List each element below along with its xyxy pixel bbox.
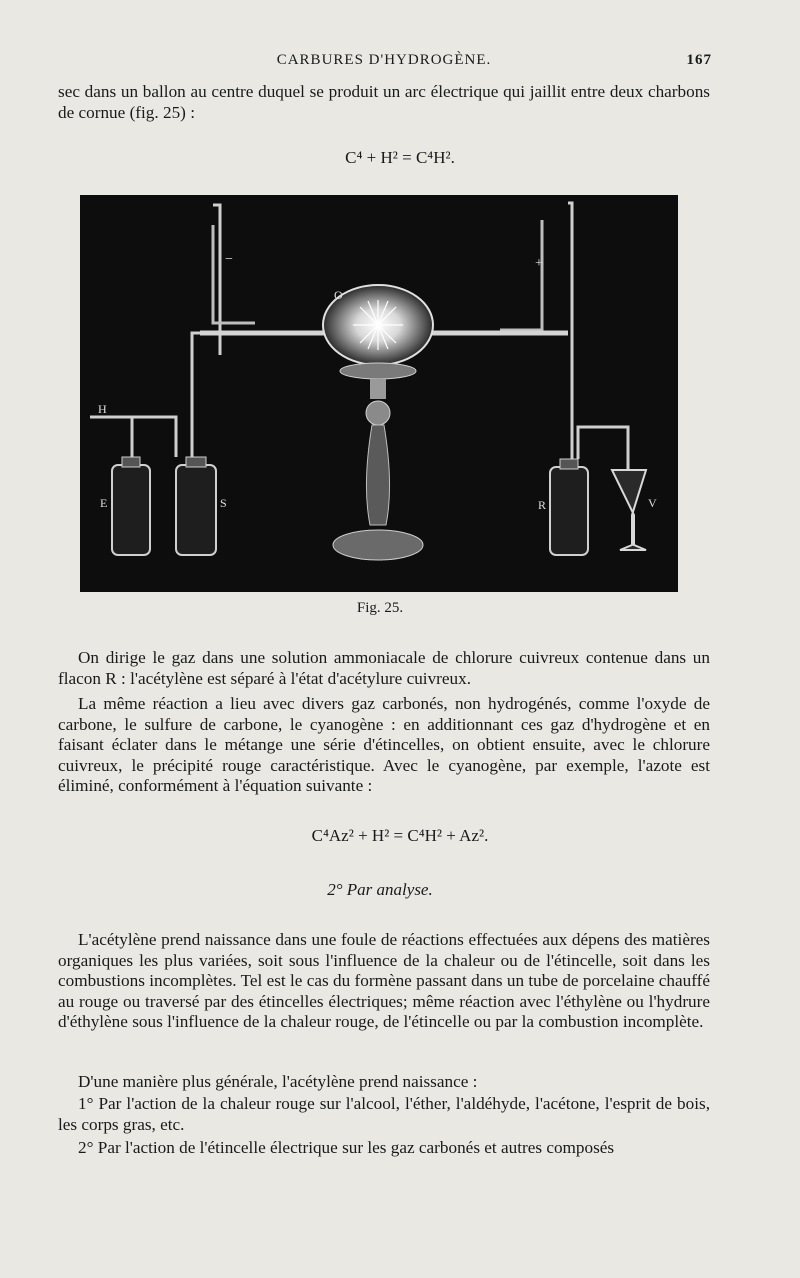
spark-icon bbox=[353, 300, 403, 350]
list-item-1: 1° Par l'action de la chaleur rouge sur l'alcool, l'éther, l'aldéhyde, l'acétone, l'esprit de bois, les corps gras, etc. bbox=[58, 1094, 710, 1134]
bottle-E bbox=[112, 465, 150, 555]
formula-acetylene-synthesis: C⁴ + H² = C⁴H². bbox=[345, 148, 455, 167]
stand-base bbox=[333, 530, 423, 560]
paragraph-maniere-generale: D'une manière plus générale, l'acétylène prend naissance : bbox=[78, 1072, 478, 1091]
page-number: 167 bbox=[686, 52, 712, 68]
stand-column bbox=[366, 425, 389, 525]
label-plus: + bbox=[535, 256, 543, 271]
apparatus-engraving bbox=[80, 195, 678, 592]
paragraph-acetylene-prend: L'acétylène prend naissance dans une foule de réactions effectuées aux dépens des matières organiques les plus variées, soit sous l'influence de la chaleur ou de l'étincelle, soit dans les combustions incomplètes. Tel est le cas du formène passant dans un tube de porcelaine chauffé au rouge ou traversé par des étincelles électriques; même réaction avec l'éthylène ou l'hydrure d'éthylène sous l'influence de la chaleur rouge, de l'étincelle ou par la combustion incomplète. bbox=[58, 930, 710, 1031]
label-O: O bbox=[334, 288, 343, 302]
label-S: S bbox=[220, 496, 227, 510]
paragraph-dirige: On dirige le gaz dans une solution ammoniacale de chlorure cuivreux contenue dans un flacon R : l'acétylène est séparé à l'état d'acétylure cuivreux. bbox=[58, 648, 710, 688]
label-R: R bbox=[538, 498, 547, 512]
label-minus: − bbox=[225, 252, 233, 267]
label-V: V bbox=[648, 496, 657, 510]
intro-paragraph: sec dans un ballon au centre duquel se produit un arc électrique qui jaillit entre deux charbons de cornue (fig. 25) : bbox=[58, 82, 710, 122]
figure-25-apparatus bbox=[80, 195, 678, 592]
section-heading-par-analyse: 2° Par analyse. bbox=[327, 880, 433, 899]
running-title: CARBURES D'HYDROGÈNE. bbox=[276, 52, 492, 68]
label-H: H bbox=[98, 402, 107, 416]
paragraph-meme-reaction: La même réaction a lieu avec divers gaz carbonés, non hydrogénés, comme l'oxyde de carbone, le sulfure de carbone, le cyanogène : en additionnant ces gaz d'hydrogène et en faisant éclater dans le métange une série d'étincelles, on obtient ensuite, avec le chlorure cuivreux, le précipité rouge caractéristique. Avec le cyanogène, par exemple, l'azote est éliminé, conformément à l'équation suivante : bbox=[58, 694, 710, 795]
page-header bbox=[56, 52, 712, 76]
label-E: E bbox=[100, 496, 108, 510]
figure-caption: Fig. 25. bbox=[356, 600, 404, 616]
formula-cyanogen: C⁴Az² + H² = C⁴H² + Az². bbox=[311, 826, 489, 845]
bottle-S bbox=[176, 465, 216, 555]
list-item-2: 2° Par l'action de l'étincelle électrique sur les gaz carbonés et autres composés bbox=[78, 1138, 615, 1157]
bottle-R bbox=[550, 467, 588, 555]
